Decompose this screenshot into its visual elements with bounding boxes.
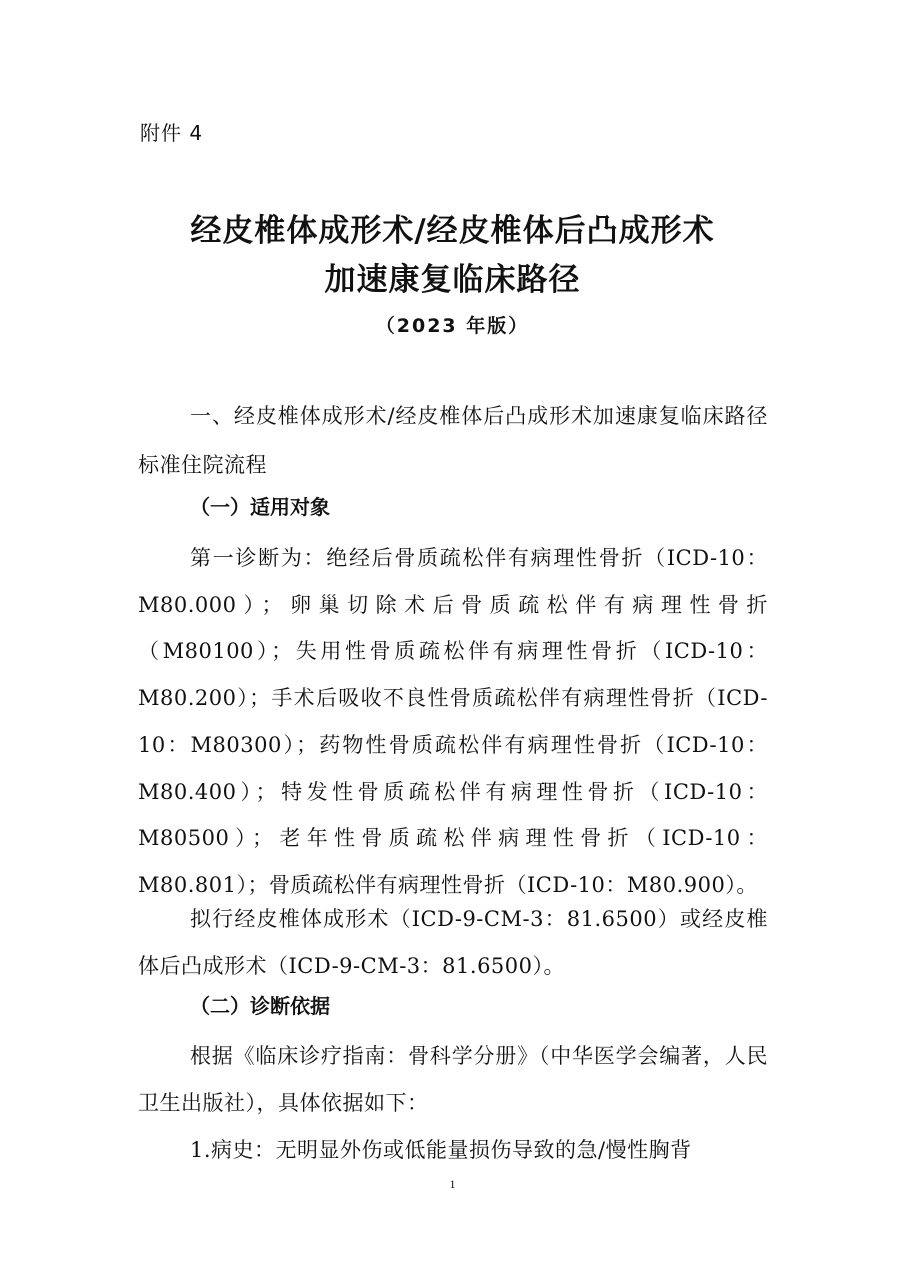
paragraph-text: 第一诊断为：绝经后骨质疏松伴有病理性骨折（ICD-10：M80.000）；卵巢切除术后骨质疏松伴有病理性骨折（M80100）；失用性骨质疏松伴有病理性骨折（ICD-10：M80.200）；手术后吸收不良性骨质疏松伴有病理性骨折（ICD-10：M80300）；药物性骨质疏松伴有病理性骨折（ICD-10：M80.400）；特发性骨质疏松伴有病理性骨折（ICD-10：M80500）；老年性骨质疏松伴病理性骨折（ICD-10：M80.801）；骨质疏松伴有病理性骨折（ICD-10：M80.900）。 bbox=[138, 546, 768, 897]
document-edition: （2023 年版） bbox=[375, 315, 530, 337]
section-heading-text: 一、经皮椎体成形术/经皮椎体后凸成形术加速康复临床路径标准住院流程 bbox=[138, 404, 768, 477]
paragraph-first-diagnosis bbox=[138, 535, 768, 909]
annex-label: 附件 4 bbox=[140, 121, 204, 145]
paragraph-text: 根据《临床诊疗指南：骨科学分册》（中华医学会编著，人民卫生出版社），具体依据如下： bbox=[138, 1044, 768, 1115]
paragraph-planned-surgery bbox=[138, 896, 768, 989]
document-title-line1: 经皮椎体成形术/经皮椎体后凸成形术 bbox=[190, 213, 715, 249]
section-heading-1 bbox=[138, 392, 768, 490]
paragraph-text: 1.病史：无明显外伤或低能量损伤导致的急/慢性胸背 bbox=[190, 1138, 692, 1162]
page-number: 1 bbox=[449, 1177, 456, 1191]
subsection-heading-applicable-scope: （一）适用对象 bbox=[190, 495, 330, 519]
paragraph-medical-history bbox=[138, 1127, 768, 1174]
document-title-line2: 加速康复临床路径 bbox=[324, 262, 581, 298]
paragraph-guideline-basis bbox=[138, 1033, 768, 1126]
paragraph-text: 拟行经皮椎体成形术（ICD-9-CM-3：81.6500）或经皮椎体后凸成形术（ICD-9-CM-3：81.6500）。 bbox=[138, 907, 768, 978]
subsection-heading-diagnosis-basis: （二）诊断依据 bbox=[190, 994, 330, 1018]
